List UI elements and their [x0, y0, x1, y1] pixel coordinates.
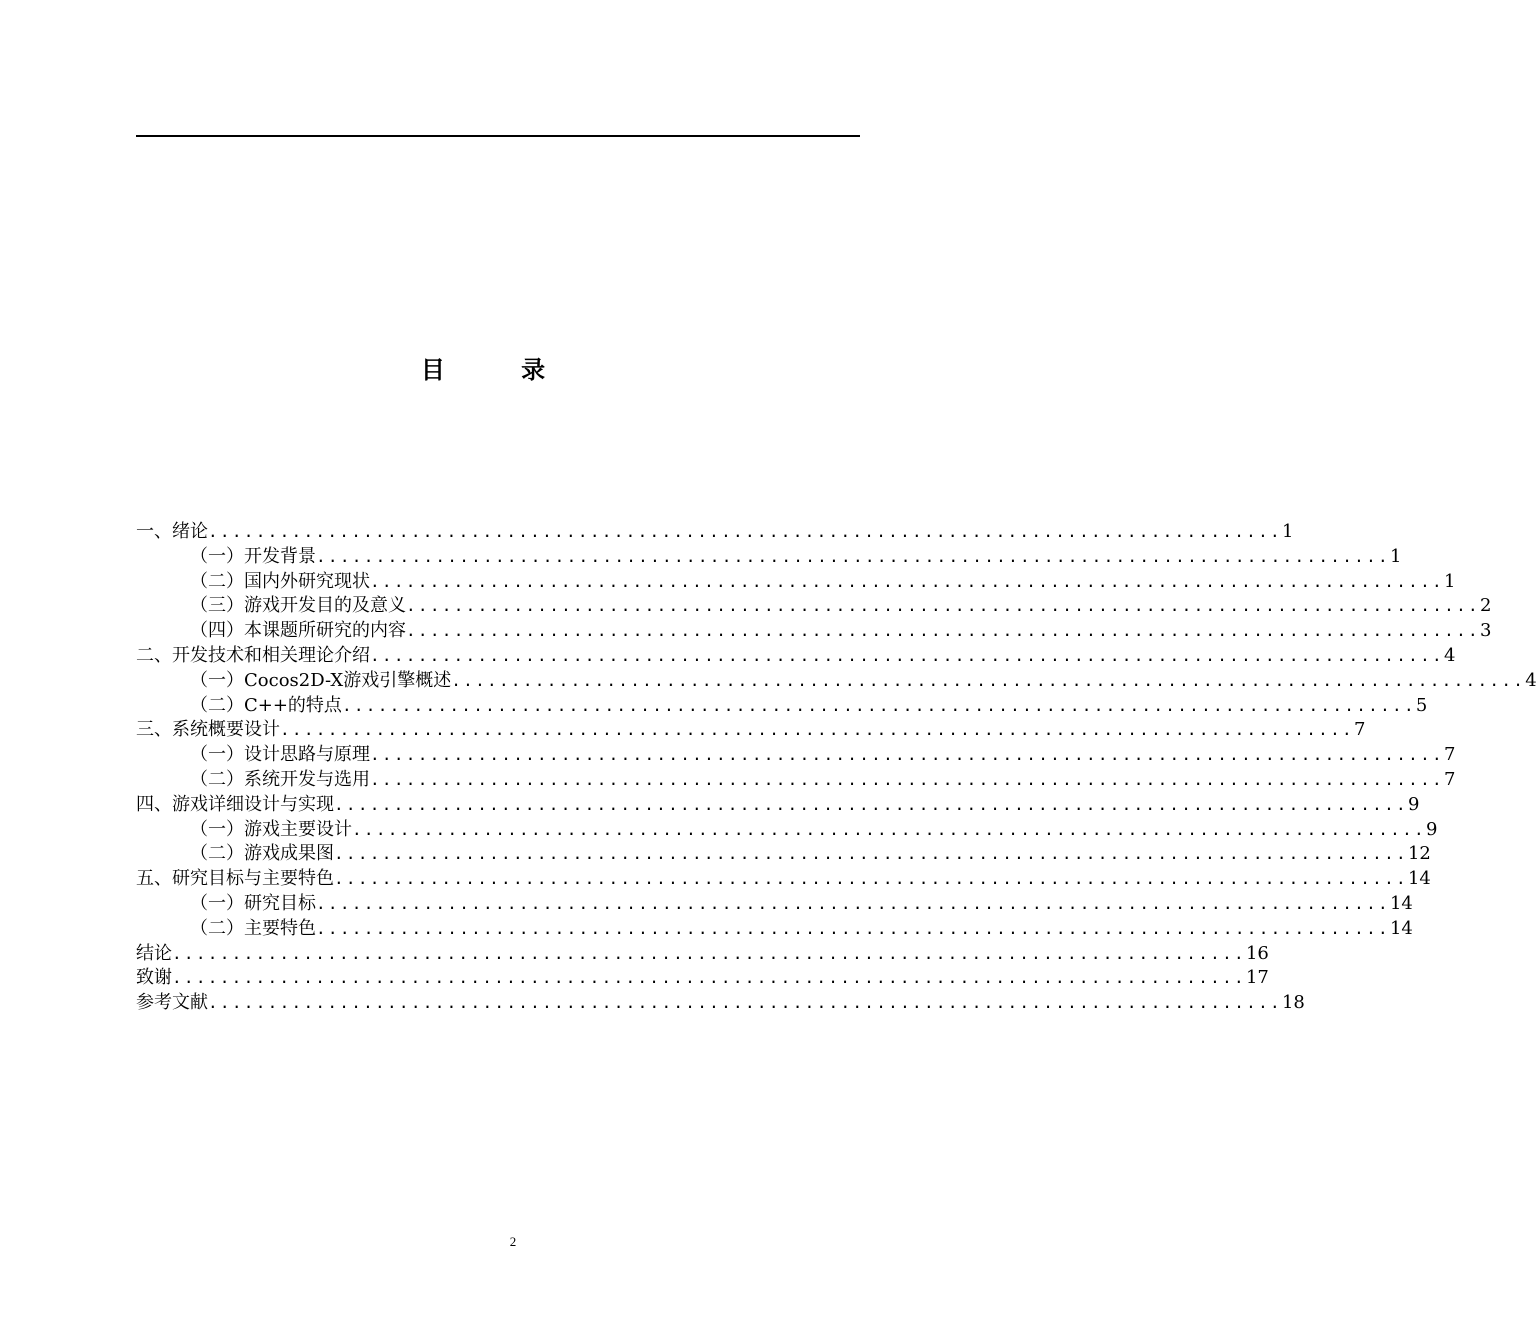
- toc-entry-label: 致谢: [136, 967, 172, 989]
- toc-entry[interactable]: [136, 594, 1492, 619]
- toc-entry-label: （四）本课题所研究的内容: [190, 620, 406, 642]
- page-number: 2: [509, 1234, 517, 1249]
- toc-entry-page: 18: [1281, 992, 1305, 1014]
- toc-dot-leader: ..........................................................................................: [316, 546, 1390, 566]
- toc-dot-leader: ..........................................................................................: [172, 968, 1246, 988]
- toc-entry-label: 一、绪论: [136, 521, 208, 542]
- toc-entry[interactable]: [136, 892, 1413, 917]
- toc-entry-label: （二）C++的特点: [190, 694, 342, 716]
- toc-entry[interactable]: [136, 644, 1456, 669]
- toc-entry-page: 5: [1415, 694, 1428, 716]
- header-rule: [136, 135, 860, 137]
- toc-entry-label: 五、研究目标与主要特色: [136, 868, 334, 890]
- toc-entry-label: 参考文献: [136, 992, 208, 1014]
- toc-entry-label: （一）游戏主要设计: [190, 818, 352, 840]
- toc-entry[interactable]: [136, 520, 1294, 545]
- toc-dot-leader: ..........................................................................................: [370, 571, 1444, 591]
- toc-entry[interactable]: [136, 793, 1420, 818]
- page-title: 目 录: [420, 356, 580, 384]
- toc-dot-leader: ..........................................................................................: [370, 745, 1444, 765]
- toc-entry-label: （三）游戏开发目的及意义: [190, 595, 406, 617]
- toc-dot-leader: ..........................................................................................: [316, 918, 1390, 938]
- toc-entry[interactable]: [136, 570, 1456, 595]
- toc-entry[interactable]: [136, 966, 1269, 991]
- toc-dot-leader: ..........................................................................................: [208, 522, 1282, 541]
- toc-entry[interactable]: [136, 818, 1438, 843]
- toc-entry-label: （一）设计思路与原理: [190, 744, 370, 766]
- toc-entry-label: （一）Cocos2D-X游戏引擎概述: [190, 669, 452, 691]
- toc-entry[interactable]: [136, 545, 1402, 570]
- toc-entry[interactable]: [136, 743, 1456, 768]
- toc-dot-leader: ..........................................................................................: [334, 794, 1408, 814]
- toc-entry-label: 三、系统概要设计: [136, 719, 280, 741]
- toc-entry-page: 3: [1479, 620, 1492, 642]
- toc-dot-leader: ..........................................................................................: [352, 819, 1426, 839]
- toc-dot-leader: ..........................................................................................: [334, 869, 1408, 889]
- toc-entry-page: 7: [1443, 768, 1456, 790]
- toc-entry[interactable]: [136, 917, 1413, 942]
- toc-entry-page: 1: [1389, 545, 1402, 567]
- toc-entry[interactable]: [136, 991, 1305, 1016]
- toc-dot-leader: ..........................................................................................: [370, 645, 1444, 665]
- toc-entry-label: （二）国内外研究现状: [190, 570, 370, 592]
- toc-dot-leader: ..........................................................................................: [280, 720, 1354, 740]
- toc-dot-leader: ..........................................................................................: [451, 670, 1526, 690]
- toc-dot-leader: ..........................................................................................: [406, 596, 1480, 616]
- toc-entry-page: 1: [1443, 570, 1456, 592]
- toc-entry[interactable]: [136, 842, 1431, 867]
- toc-dot-leader: ..........................................................................................: [208, 993, 1282, 1013]
- toc-entry-label: 结论: [136, 942, 172, 964]
- toc-entry-page: 14: [1389, 917, 1413, 939]
- toc-entry-page: 7: [1443, 744, 1456, 766]
- toc-entry[interactable]: [136, 768, 1456, 793]
- toc-entry-page: 2: [1479, 595, 1492, 617]
- toc-entry-page: 4: [1525, 669, 1537, 691]
- toc-entry-page: 1: [1281, 521, 1294, 542]
- toc-entry-label: （一）研究目标: [190, 892, 316, 914]
- toc-entry-page: 9: [1407, 793, 1420, 815]
- toc-entry-page: 12: [1407, 843, 1431, 865]
- toc-entry-page: 7: [1353, 719, 1366, 741]
- toc-dot-leader: ..........................................................................................: [341, 695, 1416, 715]
- toc-entry-page: 14: [1407, 868, 1431, 890]
- toc-entry-page: 9: [1425, 818, 1438, 840]
- toc-entry-label: （二）系统开发与选用: [190, 768, 370, 790]
- toc-dot-leader: ..........................................................................................: [316, 893, 1390, 913]
- toc-entry-label: 四、游戏详细设计与实现: [136, 793, 334, 815]
- toc-entry-label: （一）开发背景: [190, 545, 316, 567]
- toc-entry-label: （二）游戏成果图: [190, 843, 334, 865]
- toc-dot-leader: ..........................................................................................: [370, 769, 1444, 789]
- toc-entry[interactable]: [136, 718, 1366, 743]
- toc-dot-leader: ..........................................................................................: [172, 943, 1246, 963]
- toc-entry-page: 14: [1389, 892, 1413, 914]
- table-of-contents: [136, 520, 1537, 1016]
- toc-dot-leader: ..........................................................................................: [334, 844, 1408, 864]
- toc-entry-label: （二）主要特色: [190, 917, 316, 939]
- toc-entry-page: 17: [1245, 967, 1269, 989]
- toc-entry[interactable]: [136, 619, 1492, 644]
- toc-entry[interactable]: [136, 942, 1269, 967]
- toc-entry[interactable]: [136, 669, 1537, 694]
- toc-entry-page: 4: [1443, 644, 1456, 666]
- toc-entry-label: 二、开发技术和相关理论介绍: [136, 644, 370, 666]
- toc-entry-page: 16: [1245, 942, 1269, 964]
- toc-entry[interactable]: [136, 694, 1428, 719]
- toc-dot-leader: ..........................................................................................: [406, 621, 1480, 641]
- toc-entry[interactable]: [136, 867, 1431, 892]
